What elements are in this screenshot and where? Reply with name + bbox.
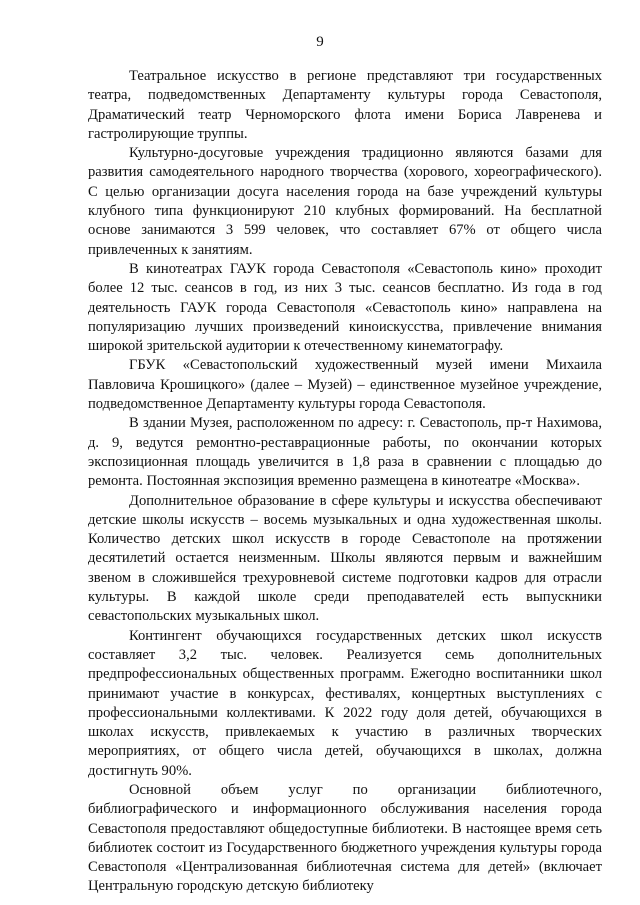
- paragraph-additional-education: Дополнительное образование в сфере культуры и искусства обеспечивают детские школы искусств – восемь музыкальных и одна художественная школы. Количество детских школ искусств в городе Севастополе на протяжении десятилетий остается неизменным. Школы являются первым и важнейшим звеном в сложившейся трехуровневой системе подготовки кадров для отрасли культуры. В каждой школе среди преподавателей есть выпускники севастопольских музыкальных школ.: [88, 492, 602, 625]
- paragraph-cultural-leisure: Культурно-досуговые учреждения традиционно являются базами для развития самодеятельного народного творчества (хорового, хореографического). С целью организации досуга населения города на базе учреждений культуры клубного типа функционируют 210 клубных формирований. На бесплатной основе занимаются 3 599 человек, что составляет 67% от общего числа привлеченных к занятиям.: [88, 145, 602, 258]
- paragraph-art-museum: ГБУК «Севастопольский художественный музей имени Михаила Павловича Крошицкого» (далее – Музей) – единственное музейное учреждение, подведомственное Департаменту культуры города Севастополя.: [88, 357, 602, 413]
- page-number: 9: [316, 34, 324, 50]
- paragraph-theatres: Театральное искусство в регионе представляют три государственных театра, подведомственных Департаменту культуры города Севастополя, Драматический театр Черноморского флота имени Бориса Лавренева и гастролирующие труппы.: [88, 68, 602, 142]
- paragraph-art-schools-students: Контингент обучающихся государственных детских школ искусств составляет 3,2 тыс. человек. Реализуется семь дополнительных предпрофессиональных общественных программ. Ежегодно воспитанники школ принимают участие в конкурсах, фестивалях, концертных выступлениях с профессиональными коллективами. К 2022 году доля детей, обучающихся в школах искусств, привлекаемых к участию в различных творческих мероприятиях, от общего числа детей, обучающихся в школах, должна достигнуть 90%.: [88, 627, 602, 779]
- paragraph-libraries: Основной объем услуг по организации библиотечного, библиографического и информационного обслуживания населения города Севастополя предоставляют общедоступные библиотеки. В настоящее время сеть библиотек состоит из Государственного бюджетного учреждения культуры города Севастополя «Централизованная библиотечная система для детей» (включает Центральную городскую детскую библиотеку: [88, 781, 602, 895]
- paragraph-cinemas: В кинотеатрах ГАУК города Севастополя «Севастополь кино» проходит более 12 тыс. сеансов в год, из них 3 тыс. сеансов бесплатно. Из года в год деятельность ГАУК города Севастополя «Севастополь кино» направлена на популяризацию лучших произведений киноискусства, привлечение внимания широкой зрительской аудитории к отечественному кинематографу.: [88, 260, 602, 355]
- document-body: [88, 67, 602, 897]
- paragraph-museum-building: В здании Музея, расположенном по адресу: г. Севастополь, пр-т Нахимова, д. 9, ведутся ремонтно-реставрационные работы, по окончании которых экспозиционная площадь увеличится в 1,8 раза в сравнении с площадью до ремонта. Постоянная экспозиция временно размещена в кинотеатре «Москва».: [88, 415, 602, 490]
